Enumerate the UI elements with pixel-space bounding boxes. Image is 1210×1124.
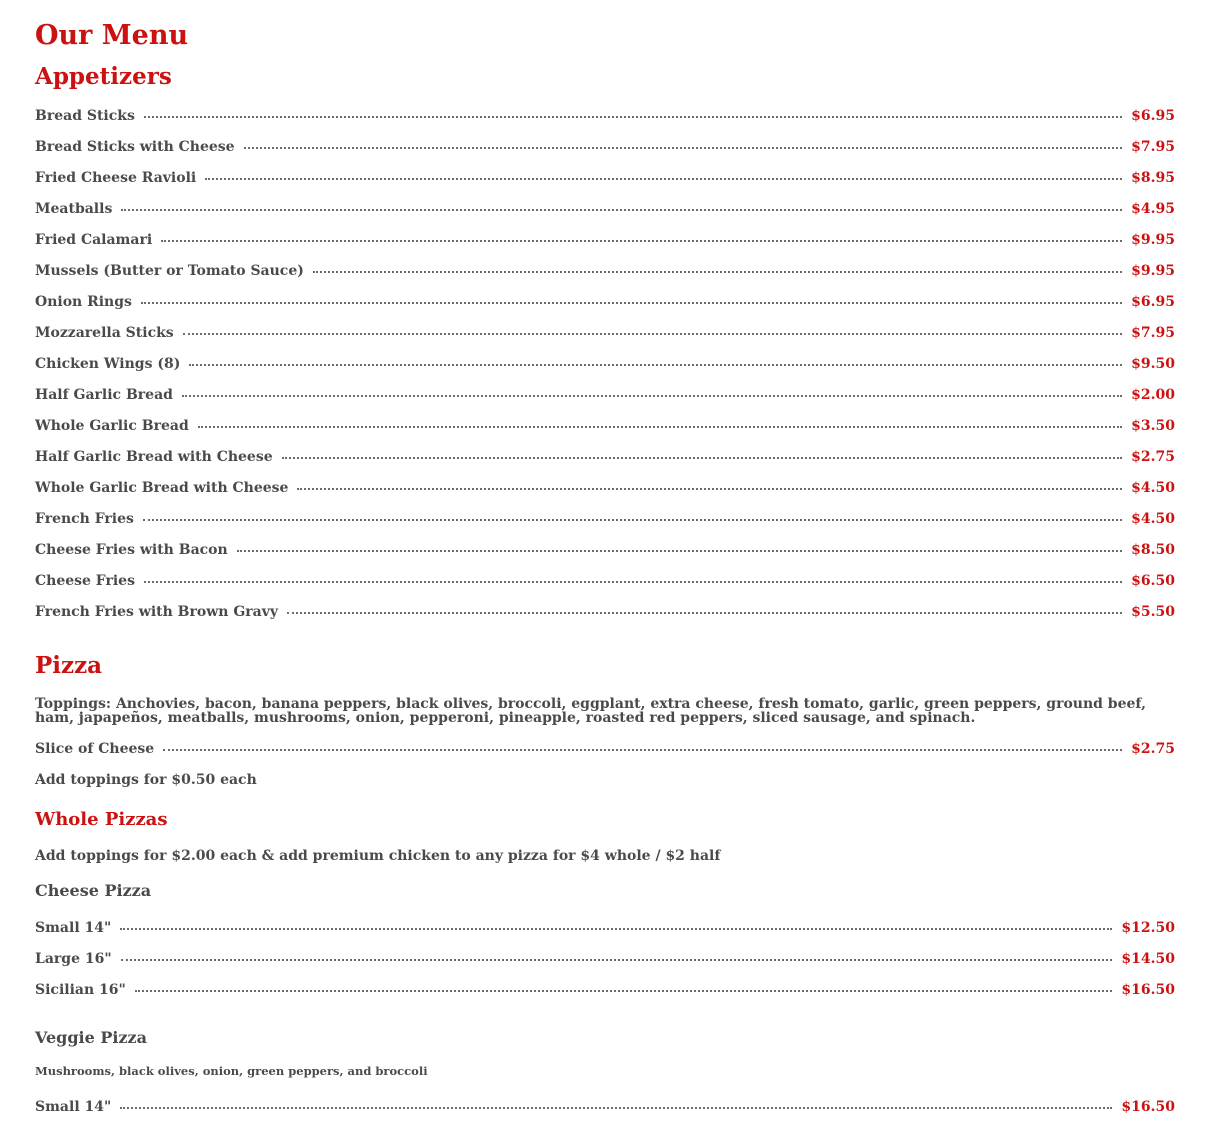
item-price: $6.95 xyxy=(1131,107,1175,124)
menu-item xyxy=(35,912,1175,943)
whole-pizzas-note-text: Add toppings for $2.00 each & add premium chicken to any pizza for $4 whole / $2 half xyxy=(35,848,721,864)
slice-note xyxy=(35,764,1175,795)
item-price: $2.00 xyxy=(1131,386,1175,403)
item-name: Slice of Cheese xyxy=(35,740,155,757)
item-price: $3.50 xyxy=(1131,417,1175,434)
item-name: Mozzarella Sticks xyxy=(35,324,174,341)
menu-item xyxy=(35,565,1175,596)
item-price: $5.50 xyxy=(1131,603,1175,620)
page-title: Our Menu xyxy=(35,20,189,51)
toppings-list: Toppings: Anchovies, bacon, banana peppers, black olives, broccoli, eggplant, extra cheese, fresh tomato, garlic, green peppers, ground beef, ham, japapeños, meatballs, mushrooms, onion, pepperoni, pineapple, roasted red peppers, sliced sausage, and spinach. xyxy=(35,696,1146,726)
item-price: $9.95 xyxy=(1131,231,1175,248)
item-name: Half Garlic Bread with Cheese xyxy=(35,448,273,465)
dot-leader xyxy=(313,271,1122,273)
spacer xyxy=(35,1005,1175,1021)
dot-leader xyxy=(120,928,1112,930)
item-price: $7.95 xyxy=(1131,138,1175,155)
dot-leader xyxy=(183,333,1122,335)
dot-leader xyxy=(143,519,1122,521)
menu-item xyxy=(35,943,1175,974)
menu-item xyxy=(35,472,1175,503)
item-price: $2.75 xyxy=(1131,448,1175,465)
item-name: Bread Sticks xyxy=(35,107,135,124)
veggie-description xyxy=(35,1055,1175,1087)
item-name: Meatballs xyxy=(35,200,113,217)
item-name: Half Garlic Bread xyxy=(35,386,173,403)
item-price: $16.50 xyxy=(1121,1098,1175,1115)
dot-leader xyxy=(121,209,1122,211)
menu-item xyxy=(35,162,1175,193)
dot-leader xyxy=(141,302,1122,304)
item-name: Fried Cheese Ravioli xyxy=(35,169,197,186)
menu-item xyxy=(35,286,1175,317)
item-name: Fried Calamari xyxy=(35,231,153,248)
menu-item xyxy=(35,974,1175,1005)
spacer xyxy=(35,627,1175,645)
dot-leader xyxy=(297,488,1122,490)
menu-item xyxy=(35,733,1175,764)
item-price: $4.95 xyxy=(1131,200,1175,217)
dot-leader xyxy=(205,178,1122,180)
menu-item xyxy=(35,348,1175,379)
dot-leader xyxy=(237,550,1122,552)
dot-leader xyxy=(135,990,1113,992)
spacer xyxy=(35,795,1175,802)
item-price: $4.50 xyxy=(1131,479,1175,496)
item-price: $4.50 xyxy=(1131,510,1175,527)
item-price: $9.50 xyxy=(1131,355,1175,372)
item-price: $9.95 xyxy=(1131,262,1175,279)
dot-leader xyxy=(144,116,1122,118)
item-price: $6.50 xyxy=(1131,572,1175,589)
dot-leader xyxy=(163,749,1122,751)
section-title-appetizers: Appetizers xyxy=(35,63,172,90)
item-name: Chicken Wings (8) xyxy=(35,355,181,372)
menu-item xyxy=(35,441,1175,472)
dot-leader xyxy=(182,395,1122,397)
item-name: Mussels (Butter or Tomato Sauce) xyxy=(35,262,304,279)
item-price: $6.95 xyxy=(1131,293,1175,310)
item-price: $16.50 xyxy=(1121,981,1175,998)
item-name: Sicilian 16" xyxy=(35,981,126,998)
menu-item xyxy=(35,534,1175,565)
dot-leader xyxy=(244,147,1123,149)
item-price: $8.95 xyxy=(1131,169,1175,186)
dot-leader xyxy=(189,364,1122,366)
dot-leader xyxy=(198,426,1122,428)
menu-item xyxy=(35,193,1175,224)
item-name: French Fries with Brown Gravy xyxy=(35,603,278,620)
item-price: $2.75 xyxy=(1131,740,1175,757)
item-name: Small 14" xyxy=(35,919,112,936)
menu-item xyxy=(35,1091,1175,1122)
item-price: $14.50 xyxy=(1121,950,1175,967)
item-name: Onion Rings xyxy=(35,293,132,310)
dot-leader xyxy=(121,959,1113,961)
menu-item xyxy=(35,255,1175,286)
item-name: Whole Garlic Bread xyxy=(35,417,189,434)
item-price: $8.50 xyxy=(1131,541,1175,558)
item-name: Whole Garlic Bread with Cheese xyxy=(35,479,289,496)
menu-item xyxy=(35,596,1175,627)
dot-leader xyxy=(282,457,1123,459)
dot-leader xyxy=(161,240,1122,242)
item-name: Cheese Fries xyxy=(35,572,135,589)
dot-leader xyxy=(287,612,1122,614)
item-price: $7.95 xyxy=(1131,324,1175,341)
item-name: French Fries xyxy=(35,510,134,527)
dot-leader xyxy=(144,581,1122,583)
whole-pizzas-note xyxy=(35,838,1175,874)
menu-item xyxy=(35,100,1175,131)
item-price: $12.50 xyxy=(1121,919,1175,936)
menu-item xyxy=(35,131,1175,162)
group-title-cheese-pizza: Cheese Pizza xyxy=(35,881,152,900)
appetizers-list xyxy=(35,98,1175,627)
menu-item xyxy=(35,379,1175,410)
item-name: Small 14" xyxy=(35,1098,112,1115)
item-name: Large 16" xyxy=(35,950,112,967)
section-title-pizza: Pizza xyxy=(35,652,103,679)
item-name: Bread Sticks with Cheese xyxy=(35,138,235,155)
spacer xyxy=(35,725,1175,733)
item-name: Cheese Fries with Bacon xyxy=(35,541,228,558)
dot-leader xyxy=(120,1107,1112,1109)
menu-item xyxy=(35,503,1175,534)
menu-item xyxy=(35,410,1175,441)
section-title-whole-pizzas: Whole Pizzas xyxy=(35,809,168,830)
menu-item xyxy=(35,317,1175,348)
veggie-description-text: Mushrooms, black olives, onion, green peppers, and broccoli xyxy=(35,1064,428,1078)
group-title-veggie-pizza: Veggie Pizza xyxy=(35,1028,147,1047)
slice-note-text: Add toppings for $0.50 each xyxy=(35,771,257,788)
menu-item xyxy=(35,224,1175,255)
